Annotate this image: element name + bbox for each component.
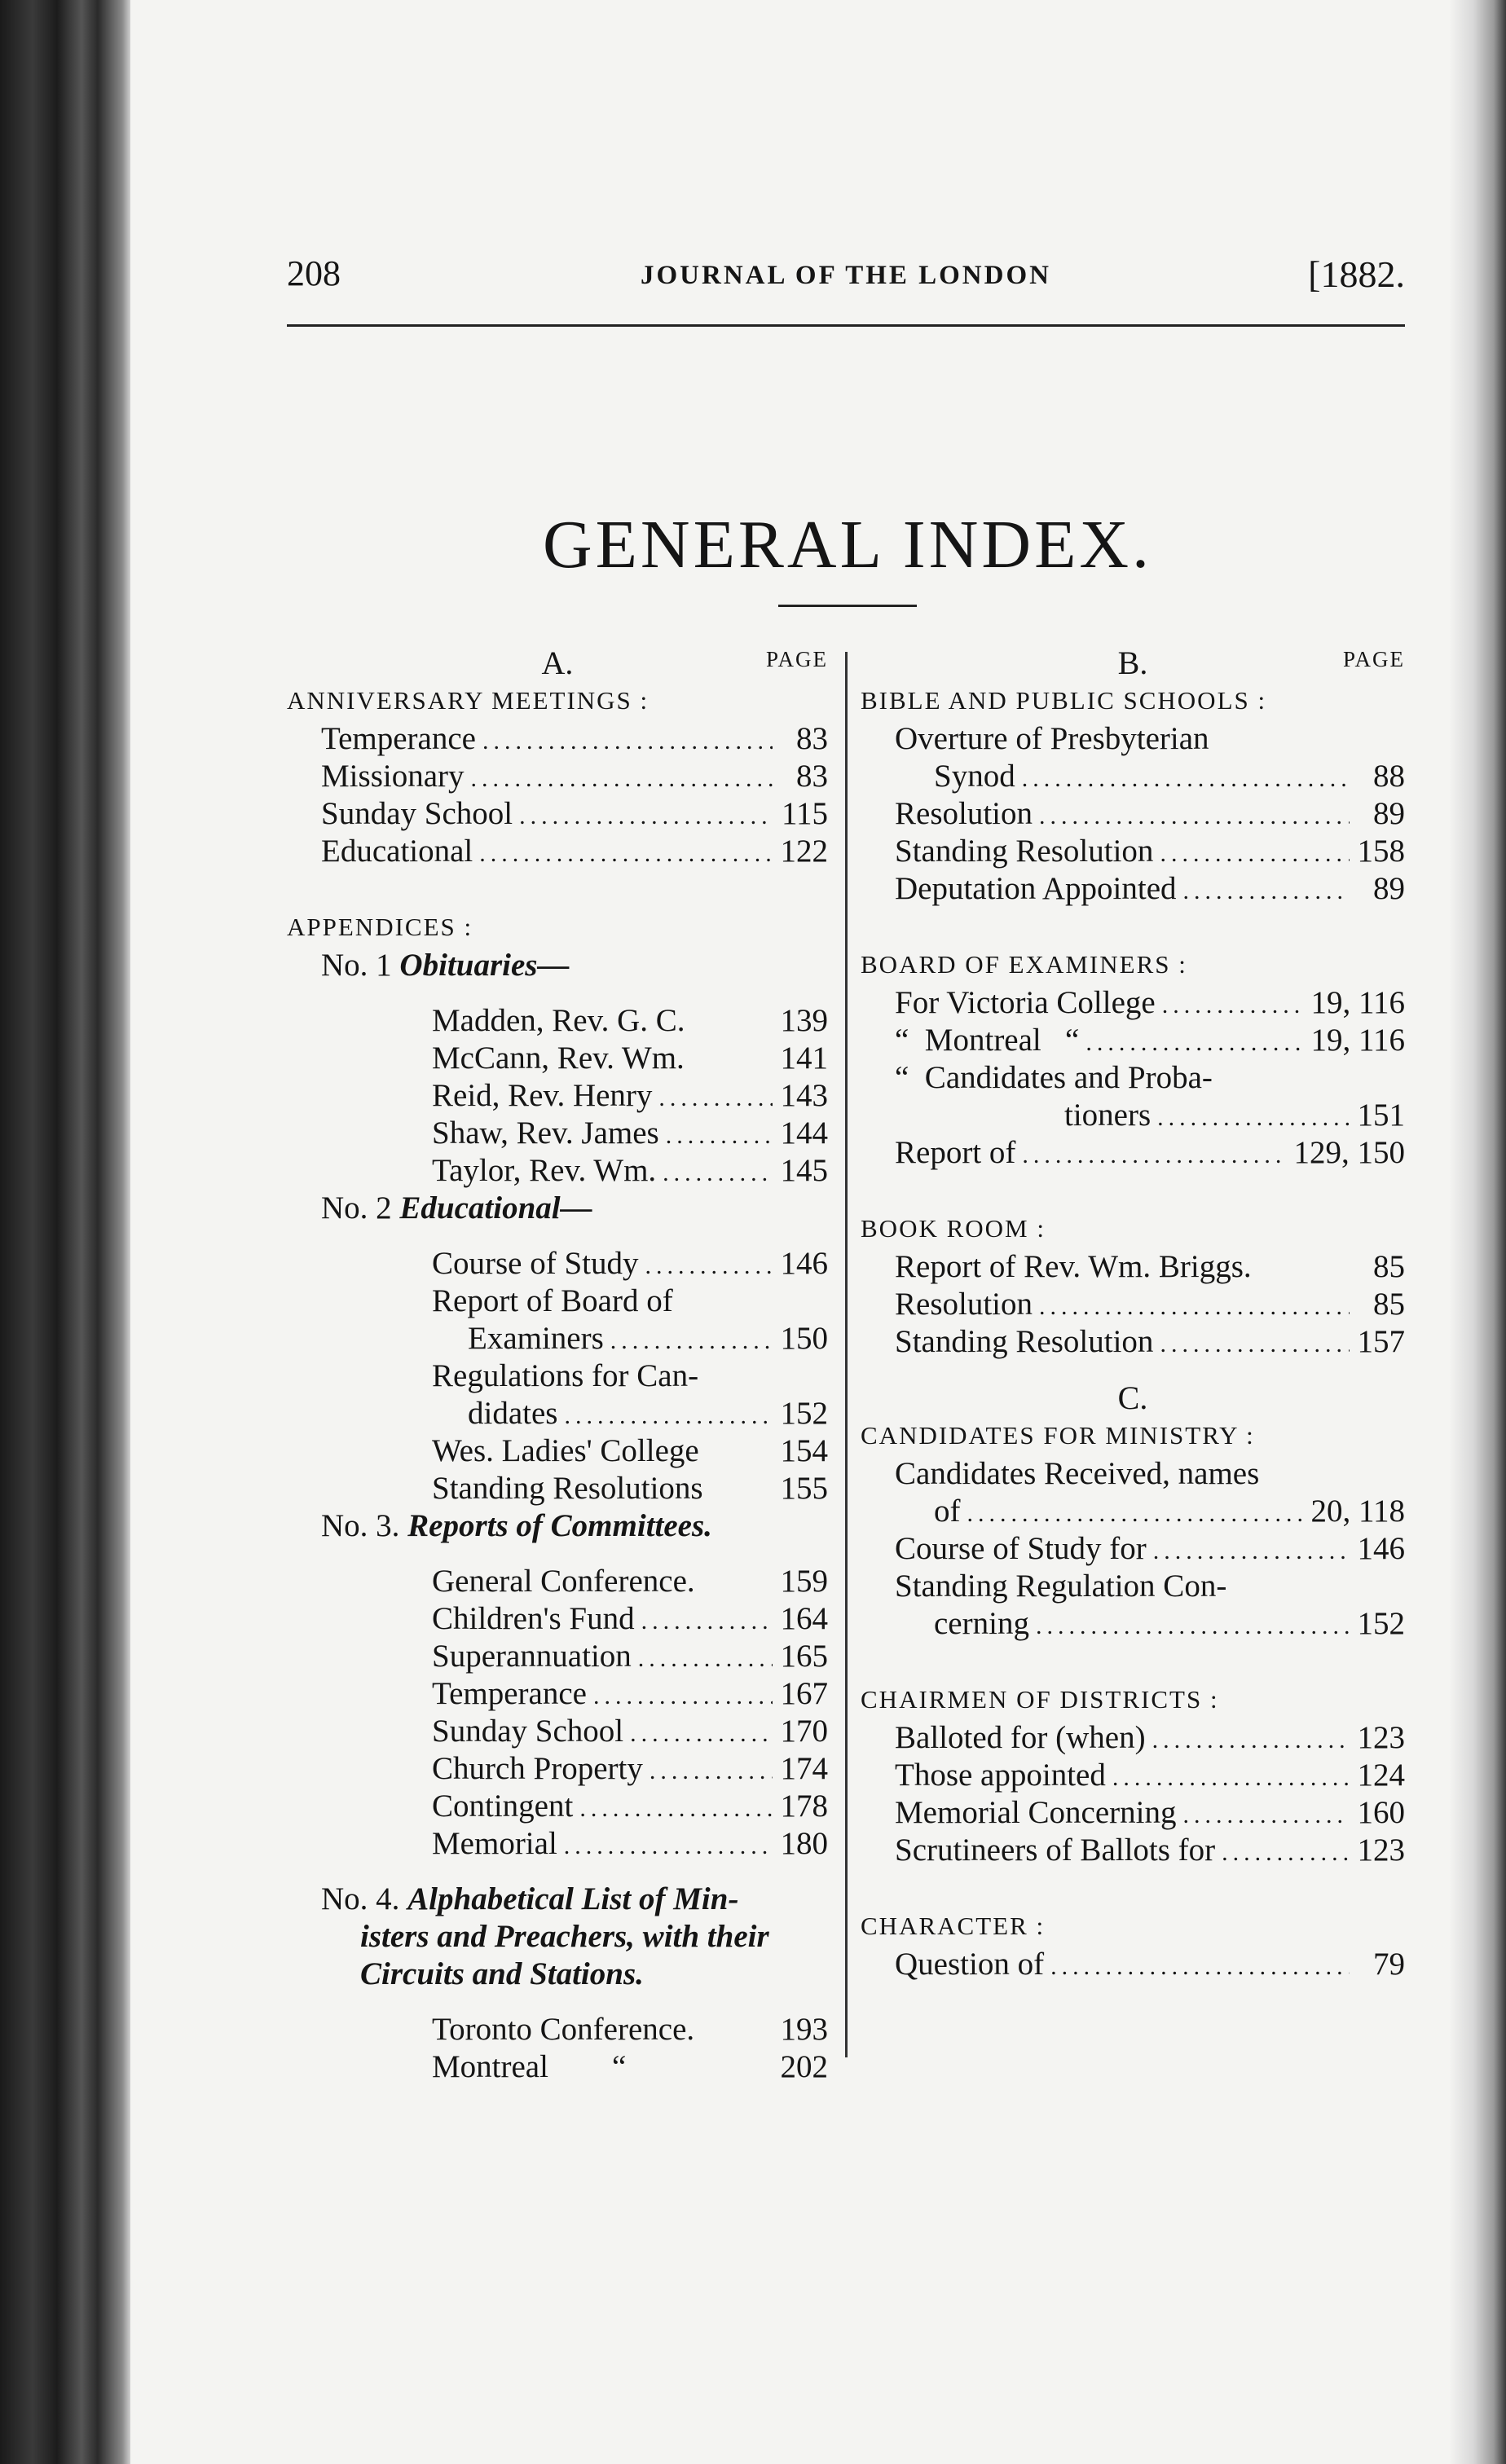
year: [1882.	[1308, 253, 1405, 295]
index-entry: Resolution ..... 89	[861, 795, 1405, 833]
section-heading: CHARACTER :	[861, 1912, 1046, 1940]
subsection-heading: No. 2 Educational—	[321, 1190, 592, 1225]
index-entry: Sunday School ..... 115	[287, 795, 828, 833]
subsection-heading-line: Circuits and Stations.	[360, 1956, 644, 1991]
index-entry: Missionary ..... 83	[287, 758, 828, 795]
index-entry: Scrutineers of Ballots for ..... 123	[861, 1832, 1405, 1869]
journal-title: JOURNAL OF THE LONDON	[641, 261, 1051, 290]
column-divider	[845, 652, 848, 2057]
running-head	[287, 253, 1405, 301]
index-entry: Course of Study for ..... 146	[861, 1530, 1405, 1568]
index-entry: Taylor, Rev. Wm. ..... 145	[287, 1152, 828, 1190]
letter-heading-row	[287, 644, 828, 681]
page-number: 208	[287, 253, 341, 293]
index-entry-line: Candidates Received, names	[895, 1456, 1260, 1491]
index-entry: Wes. Ladies' College 154	[432, 1433, 828, 1468]
index-entry-line: Standing Regulation Con-	[895, 1569, 1227, 1604]
index-entry: Report of Rev. Wm. Briggs. 85	[895, 1249, 1405, 1284]
index-entry: tioners ..... 151	[861, 1097, 1405, 1134]
index-entry-line: “ Candidates and Proba-	[895, 1060, 1213, 1095]
letter-heading: B.	[1117, 645, 1148, 681]
index-entry: Shaw, Rev. James ..... 144	[287, 1115, 828, 1152]
index-entry: didates ..... 152	[287, 1395, 828, 1432]
index-entry: cerning ..... 152	[861, 1605, 1405, 1643]
section-heading: BOOK ROOM :	[861, 1214, 1046, 1243]
section-heading: CANDIDATES FOR MINISTRY :	[861, 1421, 1255, 1450]
index-entry: Contingent ..... 178	[287, 1788, 828, 1825]
index-entry: Madden, Rev. G. C. 139	[432, 1003, 828, 1038]
page-title: GENERAL INDEX.	[542, 507, 1153, 583]
index-entry: Examiners ..... 150	[287, 1320, 828, 1357]
letter-heading-row	[861, 644, 1405, 681]
index-entry: Standing Resolution ..... 157	[861, 1323, 1405, 1361]
index-entry: Course of Study ..... 146	[287, 1245, 828, 1283]
subsection-heading-line: isters and Preachers, with their	[360, 1919, 769, 1954]
index-entry: Toronto Conference. 193	[432, 2012, 828, 2047]
index-column-b	[861, 644, 1405, 1983]
index-entry: Those appointed ..... 124	[861, 1757, 1405, 1794]
page-column-header: PAGE	[765, 647, 828, 671]
letter-heading: C.	[1117, 1379, 1148, 1416]
index-entry: Memorial Concerning ..... 160	[861, 1794, 1405, 1832]
index-entry: Reid, Rev. Henry ..... 143	[287, 1077, 828, 1115]
index-column-a	[287, 644, 828, 2086]
index-entry: Temperance ..... 83	[287, 720, 828, 758]
header-rule	[287, 324, 1405, 327]
subsection-heading: No. 3. Reports of Committees.	[321, 1508, 712, 1543]
page-right-edge	[1449, 0, 1506, 2464]
index-entry: Standing Resolution ..... 158	[861, 833, 1405, 870]
index-entry: Balloted for (when) ..... 123	[861, 1719, 1405, 1757]
section-heading: BOARD OF EXAMINERS :	[861, 950, 1187, 979]
index-entry: Superannuation ..... 165	[287, 1638, 828, 1675]
section-heading: BIBLE AND PUBLIC SCHOOLS :	[861, 686, 1267, 715]
index-entry: Children's Fund ..... 164	[287, 1600, 828, 1638]
index-entry: General Conference. 159	[432, 1564, 828, 1599]
page-column-header: PAGE	[1342, 647, 1405, 671]
index-entry: For Victoria College ..... 19, 116	[861, 984, 1405, 1022]
index-entry: Temperance ..... 167	[287, 1675, 828, 1713]
index-entry: Memorial ..... 180	[287, 1825, 828, 1863]
index-entry: Church Property ..... 174	[287, 1750, 828, 1788]
index-entry: Synod ..... 88	[861, 758, 1405, 795]
subsection-heading: No. 4. Alphabetical List of Min-	[321, 1881, 739, 1916]
index-entry-line: Report of Board of	[432, 1283, 673, 1318]
section-heading: APPENDICES :	[287, 913, 473, 941]
index-entry: Question of ..... 79	[861, 1946, 1405, 1983]
section-heading: ANNIVERSARY MEETINGS :	[287, 686, 650, 715]
index-entry: Resolution ..... 85	[861, 1286, 1405, 1323]
letter-heading-row	[861, 1379, 1405, 1416]
index-entry: Standing Resolutions 155	[432, 1471, 828, 1506]
index-entry: Sunday School ..... 170	[287, 1713, 828, 1750]
index-entry-line: Regulations for Can-	[432, 1358, 699, 1393]
book-binding-edge	[0, 0, 130, 2464]
subsection-heading: No. 1 Obituaries—	[321, 948, 570, 983]
index-entry: Educational ..... 122	[287, 833, 828, 870]
index-entry: Montreal “ 202	[432, 2049, 828, 2084]
title-rule	[778, 605, 917, 607]
letter-heading: A.	[541, 645, 574, 681]
index-entry: of ..... 20, 118	[861, 1493, 1405, 1530]
index-entry-line: Overture of Presbyterian	[895, 721, 1209, 756]
index-entry: McCann, Rev. Wm. 141	[432, 1041, 828, 1076]
index-entry: “ Montreal “ ..... 19, 116	[861, 1022, 1405, 1059]
index-entry: Deputation Appointed ..... 89	[861, 870, 1405, 908]
section-heading: CHAIRMEN OF DISTRICTS :	[861, 1685, 1219, 1714]
index-entry: Report of ..... 129, 150	[861, 1134, 1405, 1172]
